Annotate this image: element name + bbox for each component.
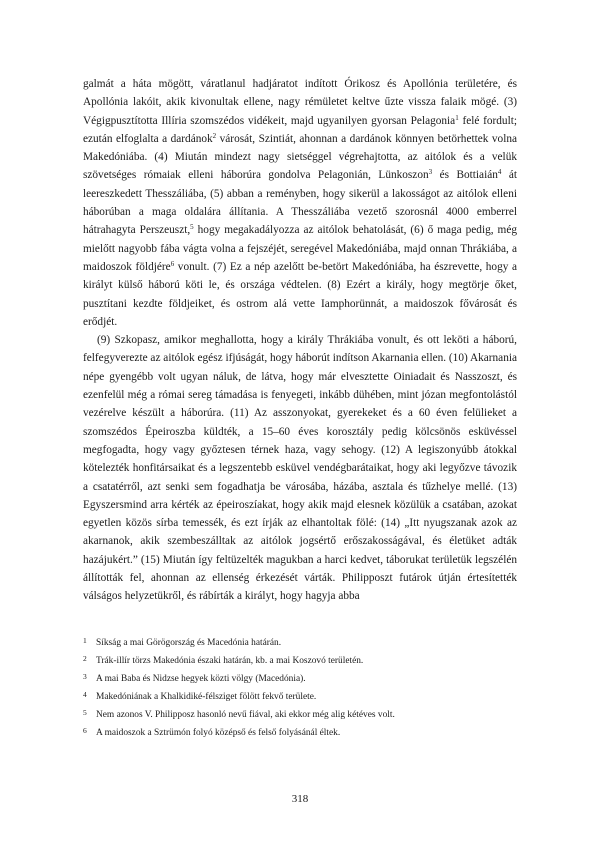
footnote-text: Nem azonos V. Philipposz hasonló nevű fiával, aki ekkor még alig kétéves volt.: [96, 710, 395, 720]
footnote-marker: 4: [497, 168, 502, 177]
footnote-text: A maidoszok a Sztrümón folyó középső és felső folyásánál éltek.: [96, 728, 341, 738]
paragraph: [83, 75, 517, 331]
text-run: (9) Szkopasz, amikor meghallotta, hogy a király Thrákiába vonult, és ott leköti a háború, felfegyverezte az aitólok egész ifjúságát, hogy háborút indítson Akarnania ellen. (10) Akarnania népe gyengébb volt ugyan náluk, de látva, hogy már elvesztette Oiniadait és Nasszoszt, és ezenfelül még a római sereg támadása is fenyegeti, inkább dühében, mint józan megfontolástól vezérelve készült a háborúra. (11) Az asszonyokat, gyerekeket és a 60 éven felülieket a szomszédos Épeiroszba küldték, a 15–60 éves korosztály pedig kölcsönös esküvéssel megfogadta, hogy vagy győztesen térnek haza, vagy sehogy. (12) A legiszonyúbb átokkal kötelezték honfitársaikat és a legszentebb esküvel vendégbarátaikat, hogy aki legyőzve távozik a csatatérről, azt senki sem fogadhatja be városába, házába, asztala és tűzhelye mellé. (13) Egyszersmind arra kérték az épeiroszíakat, hogy akik majd elesnek közülük a csatában, azokat egyetlen közös sírba temessék, és ezt írják az elhantoltak fölé: (14) „Itt nyugszanak azok az akarnanok, akik szembeszálltak az aitólok jogsértő erőszakosságával, és életüket adták hazájukért.” (15) Miután így feltüzelték magukban a harci kedvet, táborukat területük legszélén állították fel, ahonnan az ellenség érkezését várták. Philipposzt futárok útján értesítették válságos helyzetükről, és rábírták a királyt, hogy hagyja abba: [83, 334, 517, 603]
text-run: és Bottiaián: [432, 169, 498, 182]
footnote-number: 4: [83, 690, 87, 699]
footnote-text: Makedóniának a Khalkidiké-félsziget fölött fekvő területe.: [96, 692, 317, 702]
footnote-text: Trák-illír törzs Makedónia északi határán, kb. a mai Koszovó területén.: [96, 656, 364, 666]
footnote-number: 5: [83, 708, 87, 717]
footnote-marker: 2: [212, 131, 217, 140]
footnote: [83, 723, 517, 741]
footnote-text: Síkság a mai Görögország és Macedónia határán.: [96, 638, 282, 648]
footnote-number: 3: [83, 672, 87, 681]
text-run: vonult. (7) Ez a nép azelőtt be-betört Makedóniába, ha észrevette, hogy a királyt külső háború köti le, és országa védtelen. (8) Ezért a király, hogy megtörje őket, pusztítani kezdte földjeiket, és ostrom alá vette Iamphorünnát, a maidoszok fővárosát és erődjét.: [83, 260, 517, 328]
text-run: galmát a háta mögött, váratlanul hadjáratot indított Órikosz és Apollónia területére, és Apollónia lakóit, akik kivonultak ellene, nagy rémületet keltve űzte vissza falaik mögé. (3) Végigpusztította Illíria szomszédos vidékeit, majd ugyanilyen gyorsan Pelagonia: [83, 78, 517, 127]
footnote-number: 1: [83, 636, 87, 645]
text-run: át leereszkedett Thesszáliába, (5) abban a reményben, hogy sikerül a lakosságot az aitólok elleni háborúban a maga oldalára állítania. A Thesszáliába vezető szorosnál 4000 emberrel hátrahagyta Perszeuszt,: [83, 169, 517, 237]
footnotes: [83, 633, 517, 741]
page-number: 318: [291, 793, 309, 805]
footnote: [83, 705, 517, 723]
footnote-number: 6: [83, 726, 87, 735]
footnote-marker: 5: [190, 223, 194, 232]
footnote: [83, 651, 517, 669]
footnote-marker: 3: [428, 168, 433, 177]
paragraph: [83, 331, 517, 605]
footnote-text: A mai Baba és Nidzse hegyek közti völgy (Macedónia).: [96, 674, 306, 684]
footnote: [83, 633, 517, 651]
text-run: hogy megakadályozza az aitólok behatolását, (6) ő maga pedig, még mielőtt nagyobb fába vágta volna a fejszéjét, seregével Makedóniába, majd onnan Thrákiába, a maidoszok földjére: [83, 224, 517, 273]
footnote-marker: 1: [455, 113, 459, 122]
footnote: [83, 669, 517, 687]
text-run: városát, Szintiát, ahonnan a dardánok könnyen betörhettek volna Makedóniába. (4) Miután mindezt nagy sietséggel végrehajtotta, az aitólok és a velük szövetséges rómaiak elleni háborúra gondolva Pelagonián, Lünkoszon: [83, 132, 517, 182]
footnote: [83, 687, 517, 705]
footnote-marker: 6: [170, 259, 175, 268]
footnote-number: 2: [83, 654, 87, 663]
text-run: felé fordult; ezután elfoglalta a dardánok: [83, 114, 517, 145]
main-text: [83, 75, 517, 606]
